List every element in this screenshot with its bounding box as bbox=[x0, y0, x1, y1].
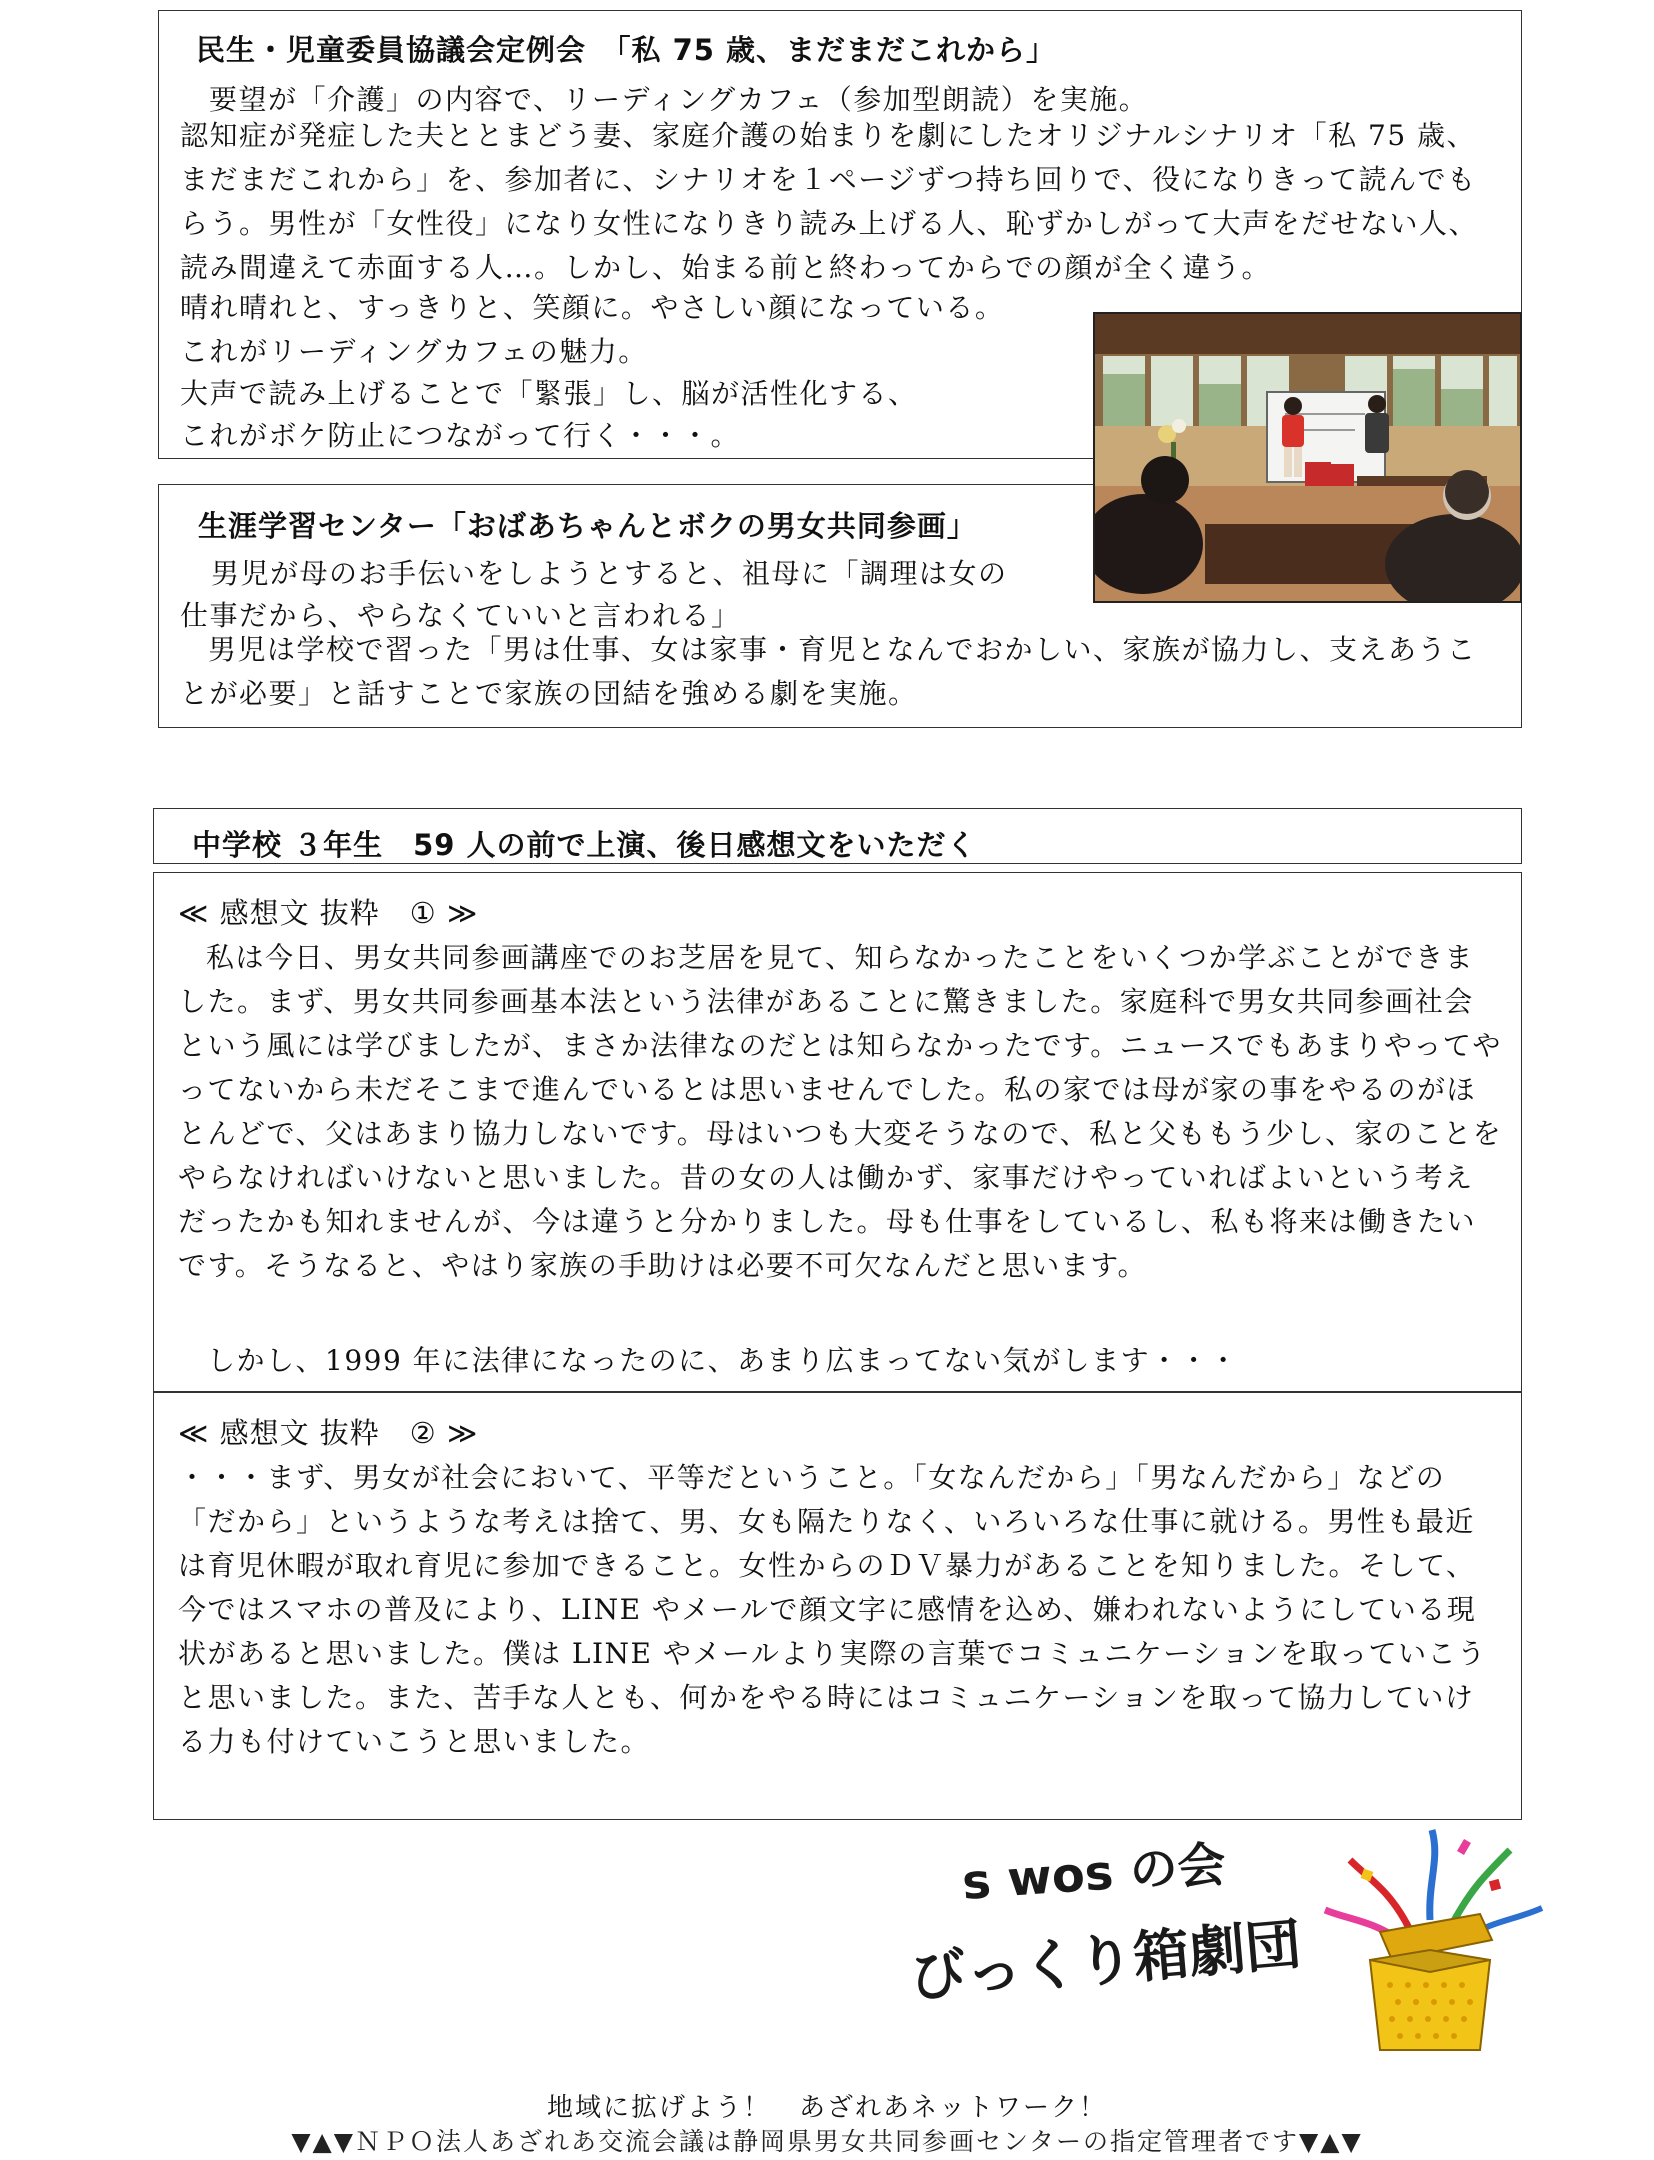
section-minsei-line-d: これがボケ防止につながって行く・・・。 bbox=[180, 419, 740, 452]
essay-1-last: しかし、1999 年に法律になったのに、あまり広まってない気がします・・・ bbox=[207, 1344, 1239, 1377]
gift-box-icon bbox=[1310, 1820, 1550, 2060]
footer-slogan: 地域に拡げよう！ あざれあネットワーク！ bbox=[546, 2093, 1107, 2123]
section-minsei-body: 認知症が発症した夫ととまどう妻、家庭介護の始まりを劇にしたオリジナルシナリオ「私 75 歳、まだまだこれから」を、参加者に、シナリオを１ページずつ持ち回りで、役になりきって読んでもらう。男性が「女性役」になり女性になりきり読み上げる人、恥ずかしがって大声をだせない人、読み間違えて赤面する人…。しかし、始まる前と終わってからでの顔が全く違う。 bbox=[180, 119, 1479, 284]
essay-2-body: ・・・まず、男女が社会において、平等だということ。「女なんだから」「男なんだから」などの「だから」というような考えは捨て、男、女も隔たりなく、いろいろな仕事に就ける。男性も最近は育児休暇が取れ育児に参加できること。女性からのＤＶ暴力があることを知りました。そして、今ではスマホの普及により、LINE やメールで顔文字に感情を込め、嫌われないようにしている現状があると思いました。僕は LINE やメールより実際の言葉でコミュニケーションを取っていこうと思いました。また、苦手な人とも、何かをやる時にはコミュニケーションを取って協力していける力も付けていこうと思いました。 bbox=[178, 1461, 1487, 1758]
logo-troupe-name: びっくり箱劇団 bbox=[907, 1911, 1304, 2011]
reading-cafe-photo bbox=[1093, 312, 1522, 603]
essay-1-heading: ≪ 感想文 抜粋 ① ≫ bbox=[178, 896, 479, 930]
section-minsei-line-c: 大声で読み上げることで「緊張」し、脳が活性化する、 bbox=[180, 377, 918, 410]
logo-group-name: s wos の会 bbox=[960, 1836, 1228, 1911]
footer-note: ▼▲▼ＮＰＯ法人あざれあ交流会議は静岡県男女共同参画センターの指定管理者です▼▲▼ bbox=[291, 2127, 1363, 2156]
essay-2-heading: ≪ 感想文 抜粋 ② ≫ bbox=[178, 1416, 479, 1450]
reading-cafe-scene bbox=[1095, 314, 1520, 601]
section-minsei-line-a: 晴れ晴れと、すっきりと、笑顔に。やさしい顔になっている。 bbox=[180, 291, 1005, 324]
section-minsei-title: 民生・児童委員協議会定例会 「私 75 歳、まだまだこれから」 bbox=[196, 33, 1057, 67]
section-shogai-title: 生涯学習センター「おばあちゃんとボクの男女共同参画」 bbox=[198, 509, 977, 543]
section-chugakko-title: 中学校 ３年生 59 人の前で上演、後日感想文をいただく bbox=[192, 828, 977, 862]
section-shogai-line1: 男児が母のお手伝いをしようとすると、祖母に「調理は女の bbox=[211, 557, 1008, 590]
essay-1-body: 私は今日、男女共同参画講座でのお芝居を見て、知らなかったことをいくつか学ぶことができました。まず、男女共同参画基本法という法律があることに驚きました。家庭科で男女共同参画社会という風には学びましたが、まさか法律なのだとは知らなかったです。ニュースでもあまりやってやってないから未だそこまで進んでいるとは思いませんでした。私の家では母が家の事をやるのがほとんどで、父はあまり協力しないです。母はいつも大変そうなので、私と父ももう少し、家のことをやらなければいけないと思いました。昔の女の人は働かず、家事だけやっていればよいという考えだったかも知れませんが、今は違うと分かりました。母も仕事をしているし、私も将来は働きたいです。そうなると、やはり家族の手助けは必要不可欠なんだと思います。 bbox=[178, 941, 1503, 1282]
section-minsei-line-b: これがリーディングカフェの魅力。 bbox=[180, 335, 648, 368]
section-minsei-intro: 要望が「介護」の内容で、リーディングカフェ（参加型朗読）を実施。 bbox=[209, 83, 1149, 116]
section-shogai-body: 男児は学校で習った「男は仕事、女は家事・育児となんでおかしい、家族が協力し、支えあうことが必要」と話すことで家族の団結を強める劇を実施。 bbox=[180, 633, 1477, 710]
section-shogai-line2: 仕事だから、やらなくていいと言われる」 bbox=[180, 599, 741, 632]
